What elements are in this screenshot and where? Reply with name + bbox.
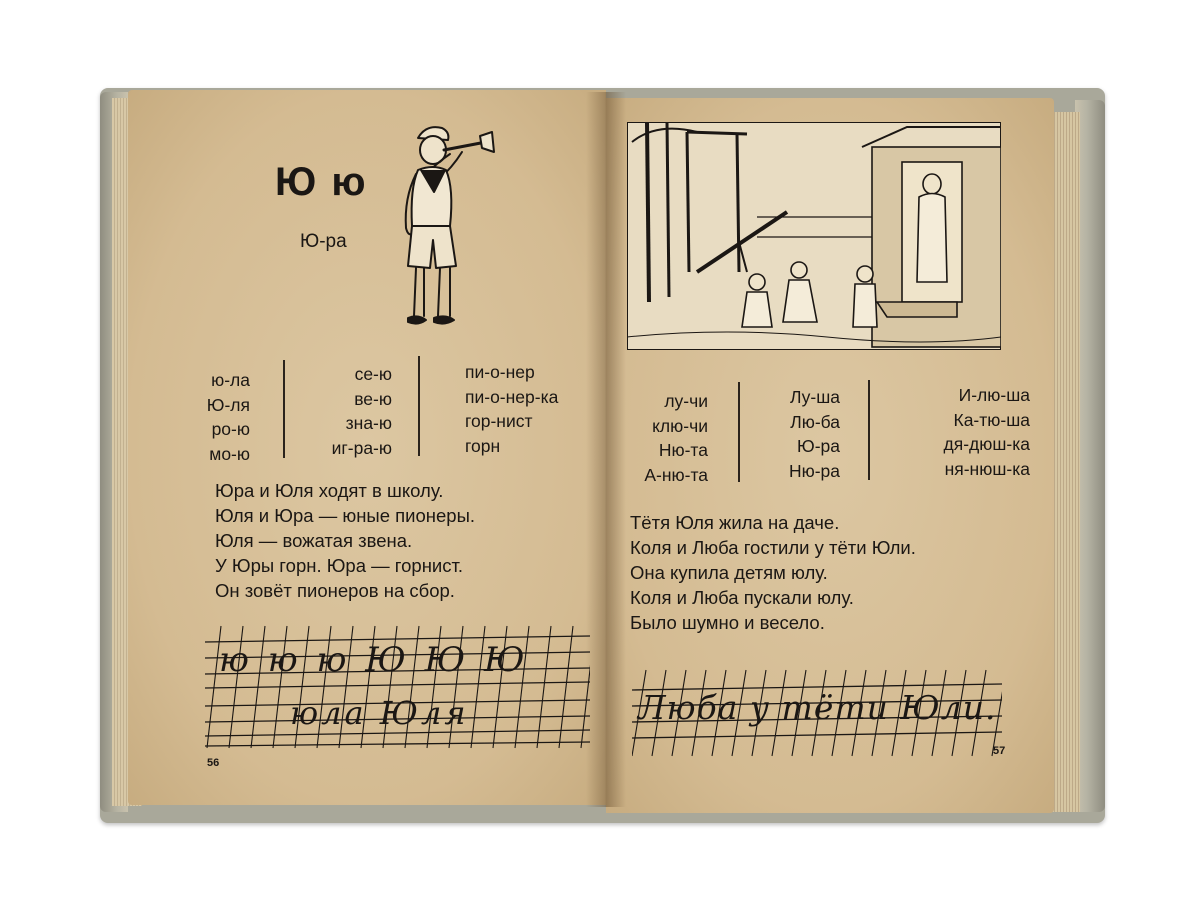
right-syllable-column-2 [750, 385, 840, 483]
reading-line: Юра и Юля ходят в школу. [215, 480, 444, 501]
syllable-item: Ка-тю-ша [953, 409, 1030, 430]
copybook-line-2: юла Юля [290, 694, 469, 732]
syllable-item: Ню-та [658, 440, 708, 460]
syllable-item: И-лю-ша [958, 385, 1030, 405]
syllable-item: клю-чи [652, 415, 708, 436]
syllable-item: пи-о-нер-ка [465, 386, 559, 407]
copybook-slant-line [537, 626, 551, 748]
left-syllable-column-1 [190, 368, 250, 466]
right-copybook-exercise [632, 666, 1002, 758]
column-divider [283, 360, 285, 458]
syllable-item: лу-чи [664, 391, 708, 411]
syllable-item: дя-дюш-ка [943, 434, 1030, 454]
reading-line: Тётя Юля жила на даче. [630, 512, 840, 533]
reading-line: Было шумно и весело. [630, 612, 825, 633]
letter-heading: Ю ю [275, 160, 368, 204]
reading-line: Коля и Люба гостили у тёти Юли. [630, 537, 916, 558]
syllable-item: се-ю [354, 364, 392, 384]
copybook-line-1: ю ю ю Ю Ю Ю [219, 640, 529, 680]
reading-line: Он зовёт пионеров на сбор. [215, 580, 455, 601]
syllable-item: иг-ра-ю [331, 437, 392, 458]
left-reading-passage [215, 478, 475, 603]
reading-line: Коля и Люба пускали юлу. [630, 587, 854, 608]
syllable-item: пи-о-нер [465, 362, 535, 382]
syllable-item: ю-ла [211, 370, 250, 390]
reading-line: Юля и Юра — юные пионеры. [215, 505, 476, 526]
right-syllable-column-1 [618, 389, 708, 487]
syllable-item: Лу-ша [789, 387, 840, 407]
syllable-item: ро-ю [211, 419, 250, 439]
syllable-item: гор-нист [465, 411, 533, 431]
left-syllable-column-2 [300, 362, 392, 460]
page-number-left: 56 [207, 757, 220, 769]
word-with-syllables: Ю-ра [300, 231, 347, 252]
column-divider [738, 382, 740, 482]
column-divider [868, 380, 870, 480]
syllable-item: А-ню-та [644, 464, 708, 485]
column-divider [418, 356, 420, 456]
boy-bugler-illustration [388, 118, 508, 336]
syllable-item: ня-нюш-ка [944, 458, 1030, 479]
syllable-item: Ю-ля [206, 394, 250, 415]
reading-line: У Юры горн. Юра — горнист. [215, 555, 464, 576]
yard-scene-illustration [627, 122, 1001, 350]
syllable-item: Лю-ба [790, 411, 840, 432]
syllable-item: мо-ю [209, 443, 250, 464]
reading-line: Она купила детям юлу. [630, 562, 828, 583]
reading-line: Юля — вожатая звена. [215, 530, 413, 551]
syllable-item: Ню-ра [788, 460, 840, 481]
copybook-line: Люба у тёти Юли. [638, 688, 997, 727]
syllable-item: ве-ю [354, 388, 392, 409]
left-syllable-column-3 [465, 360, 595, 458]
syllable-item: зна-ю [345, 413, 392, 433]
syllable-item: горн [465, 435, 501, 456]
right-reading-passage [630, 510, 916, 635]
syllable-item: Ю-ра [797, 436, 840, 456]
left-copybook-exercise [205, 622, 590, 750]
page-number-right: 57 [993, 745, 1006, 757]
right-syllable-column-3 [880, 383, 1030, 481]
